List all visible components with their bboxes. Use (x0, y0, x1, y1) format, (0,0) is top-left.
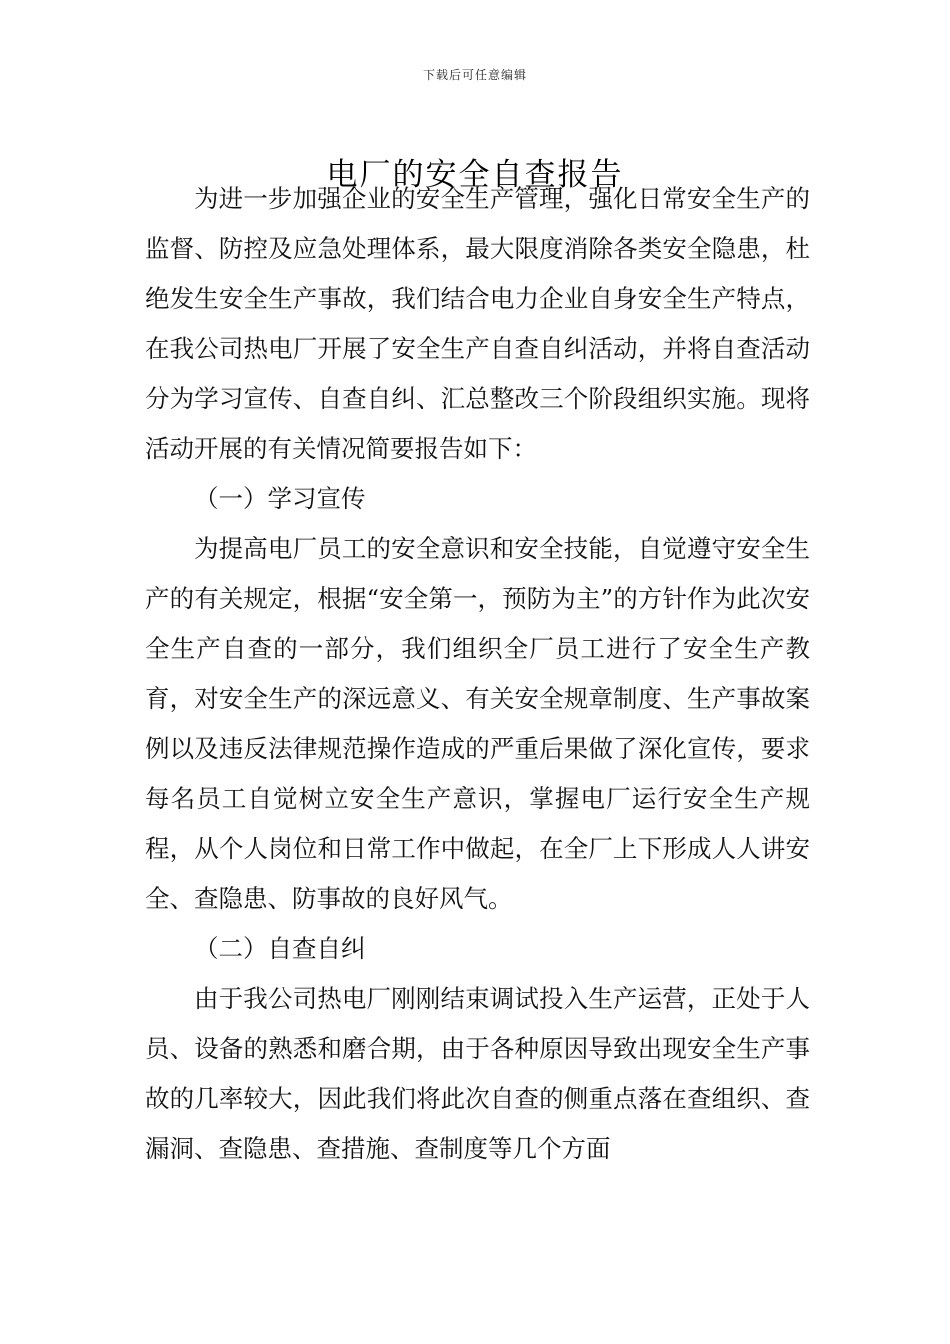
paragraph-intro: 为进一步加强企业的安全生产管理，强化日常安全生产的监督、防控及应急处理体系，最大限度消除各类安全隐患，杜绝发生安全生产事故，我们结合电力企业自身安全生产特点，在我公司热电厂开展了安全生产自查自纠活动，并将自查活动分为学习宣传、自查自纠、汇总整改三个阶段组织实施。现将活动开展的有关情况简要报告如下： (145, 184, 810, 463)
paragraph-study: 为提高电厂员工的安全意识和安全技能，自觉遵守安全生产的有关规定，根据“安全第一，预防为主”的方针作为此次安全生产自查的一部分，我们组织全厂员工进行了安全生产教育，对安全生产的深远意义、有关安全规章制度、生产事故案例以及违反法律规范操作造成的严重后果做了深化宣传，要求每名员工自觉树立安全生产意识，掌握电厂运行安全生产规程，从个人岗位和日常工作中做起，在全厂上下形成人人讲安全、查隐患、防事故的良好风气。 (145, 534, 810, 913)
document-body (145, 174, 810, 1174)
section-heading-study: （一）学习宣传 (194, 484, 366, 513)
section-heading-self-check: （二）自查自纠 (194, 934, 366, 963)
document-title: 电厂的安全自查报告 (326, 156, 624, 193)
header-note: 下载后可任意编辑 (422, 68, 527, 82)
paragraph-self-check: 由于我公司热电厂刚刚结束调试投入生产运营，正处于人员、设备的熟悉和磨合期，由于各种原因导致出现安全生产事故的几率较大，因此我们将此次自查的侧重点落在查组织、查漏洞、查隐患、查措施、查制度等几个方面 (145, 984, 810, 1163)
